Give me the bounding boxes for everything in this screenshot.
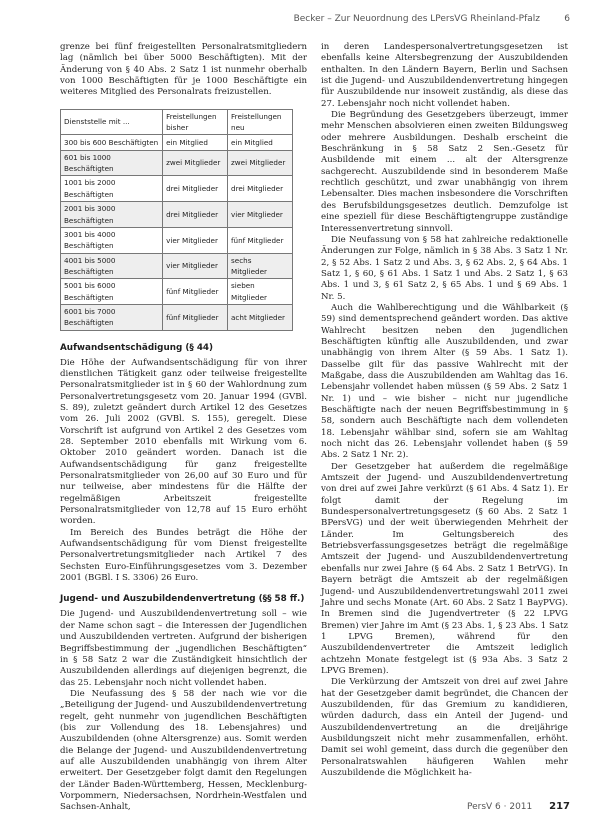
table-cell: 300 bis 600 Beschäftigten (61, 135, 163, 150)
table-row (61, 150, 293, 176)
table-cell: ein Mitglied (163, 135, 228, 150)
paragraph: Die Neufassung des § 58 der nach wie vor die „Beteiligung der Jugend- und Auszubildendenvertretung regelt, geht nunmehr von jugendlichen Beschäftigten (bis zur Vollendung des 18. Lebensjahres) und Auszubildenden (ohne Altersgrenze) aus. Somit werden die Belange der Jugend- und Auszubildendenvertretung auf alle Auszubildenden unabhängig von ihrem Alter erweitert. Der Gesetzgeber folgt damit den Regelungen der Länder Baden-Württemberg, Hessen, Mecklenburg-Vorpommern, Niedersachsen, Nordrhein-Westfalen und Sachsen-Anhalt, (60, 688, 307, 813)
table-header-cell: Freistellungen neu (228, 109, 293, 135)
page-marker: 6 (564, 14, 570, 24)
table-cell: vier Mitglieder (163, 227, 228, 253)
release-table (60, 109, 293, 331)
table-row (61, 202, 293, 228)
paragraph: Die Jugend- und Auszubildendenvertretung soll – wie der Name schon sagt – die Interessen der Jugendlichen und Auszubildenden vertreten. Aufgrund der bisherigen Begriffsbestimmung der „jugendlichen Beschäftigten“ in § 58 Satz 2 war die Zuständigkeit hinsichtlich der Auszubildenden allerdings auf diejenigen begrenzt, die das 25. Lebensjahr noch nicht vollendet haben. (60, 609, 307, 688)
page-number: 217 (549, 801, 570, 812)
table-cell: drei Mitglieder (163, 176, 228, 202)
paragraph: grenze bei fünf freigestellten Personalratsmitgliedern lag (nämlich bei über 5000 Beschäftigten). Mit der Änderung von § 40 Abs. 2 Satz 1 ist nunmehr oberhalb von 1000 Beschäftigten für je 1000 Beschäftigte ein weiteres Mitglied des Personalrats freizustellen. (60, 42, 307, 98)
table-cell: drei Mitglieder (228, 176, 293, 202)
paragraph: Auch die Wahlberechtigung und die Wählbarkeit (§ 59) sind dementsprechend geändert worden. Das aktive Wahlrecht besitzen neben den jugendlichen Beschäftigten künftig alle Auszubildenden, und zwar unabhängig von ihrem Alter (§ 59 Abs. 1 Satz 1). Dasselbe gilt für das passive Wahlrecht mit der Maßgabe, dass die Auszubildenden am Wahltag das 16. Lebensjahr vollendet haben müssen (§ 59 Abs. 2 Satz 1 Nr. 1) und – wie bisher – nicht nur jugendliche Beschäftigte nach der neuen Begriffsbestimmung in § 58, sondern auch Beschäftigte nach dem vollendeten 18. Lebensjahr wählbar sind, sofern sie am Wahltag noch nicht das 26. Lebensjahr vollendet haben (§ 59 Abs. 2 Satz 1 Nr. 2). (321, 302, 568, 461)
table-cell: 5001 bis 6000 Beschäftigten (61, 279, 163, 305)
table-cell: sieben Mitglieder (228, 279, 293, 305)
paragraph: Die Neufassung von § 58 hat zahlreiche redaktionelle Änderungen zur Folge, nämlich in § 38 Abs. 3 Satz 1 Nr. 2, § 52 Abs. 1 Satz 2 und Abs. 3, § 62 Abs. 2, § 64 Abs. 1 Satz 1, § 60, § 61 Abs. 1 Satz 1 und Abs. 2 Satz 1, § 63 Abs. 1 und 3, § 61 Satz 2, § 65 Abs. 1 und § 69 Abs. 1 Nr. 5. (321, 234, 568, 302)
paragraph: Die Verkürzung der Amtszeit von drei auf zwei Jahre hat der Gesetzgeber damit begründet, die Chancen der Auszubildenden, für das Gremium zu kandidieren, würden dadurch, dass ein Anteil der Jugend- und Auszubildendenvertretung an die dreijährige Ausbildungszeit nicht mehr zusammenfallen, erhöht. Damit sei wohl gemeint, dass durch die gegenüber den Personalratswahlen häufigeren Wahlen mehr Auszubildende die Möglichkeit ha- (321, 677, 568, 778)
table-row (61, 135, 293, 150)
section-heading: Jugend- und Auszubildendenvertretung (§§ 58 ff.) (60, 594, 305, 605)
table-cell: acht Mitglieder (228, 304, 293, 330)
table-header-cell: Freistellungen bisher (163, 109, 228, 135)
left-column (60, 42, 307, 814)
table-cell: sechs Mitglieder (228, 253, 293, 279)
table-cell: zwei Mitglieder (163, 150, 228, 176)
table-cell: vier Mitglieder (228, 202, 293, 228)
table-cell: ein Mitglied (228, 135, 293, 150)
table-cell: 6001 bis 7000 Beschäftigten (61, 304, 163, 330)
table-cell: fünf Mitglieder (163, 279, 228, 305)
running-header (60, 14, 570, 28)
table-row (61, 253, 293, 279)
page-footer (467, 801, 570, 812)
paragraph: in deren Landespersonalvertretungsgesetzen ist ebenfalls keine Altersbegrenzung der Auszubildenden enthalten. In den Ländern Bayern, Berlin und Sachsen ist die Jugend- und Auszubildendenvertretung hingegen für Auszubildende nur insoweit zuständig, als diese das 27. Lebensjahr noch nicht vollendet haben. (321, 42, 568, 109)
table-cell: 2001 bis 3000 Beschäftigten (61, 202, 163, 228)
right-column (321, 42, 568, 779)
journal-reference: PersV 6 · 2011 (466, 802, 533, 812)
paragraph: Im Bereich des Bundes beträgt die Höhe der Aufwandsentschädigung für vom Dienst freigestellte Personalvertretungsmitglieder nach Artikel 7 des Sechsten Euro-Einführungsgesetzes vom 3. Dezember 2001 (BGBl. I S. 3306) 26 Euro. (60, 527, 307, 584)
table-row (61, 304, 293, 330)
paragraph: Der Gesetzgeber hat außerdem die regelmäßige Amtszeit der Jugend- und Auszubildendenvertretung von drei auf zwei Jahre verkürzt (§ 61 Abs. 4 Satz 1). Er folgt damit der Regelung im Bundespersonalvertretungsgesetz (§ 60 Abs. 2 Satz 1 BPersVG) und der weit überwiegenden Mehrheit der Länder. Im Geltungsbereich des Betriebsverfassungsgesetzes beträgt die regelmäßige Amtszeit der Jugend- und Auszubildendenvertretung ebenfalls nur zwei Jahre (§ 64 Abs. 2 Satz 1 BetrVG). In Bayern beträgt die Amtszeit ab der regelmäßigen Jugend- und Auszubildendenvertretungswahl 2011 zwei Jahre und sechs Monate (Art. 60 Abs. 2 Satz 1 BayPVG). In Bremen sind die Jugendvertreter (§ 22 LPVG Bremen) vier Jahre im Amt (§ 23 Abs. 1, § 23 Abs. 1 Satz 1 LPVG Bremen), während für den Auszubildendenvertreter die Amtszeit lediglich achtzehn Monate festgelegt ist (§ 93a Abs. 3 Satz 2 LPVG Bremen). (321, 461, 568, 676)
table-cell: vier Mitglieder (163, 253, 228, 279)
table-row (61, 279, 293, 305)
table-cell: 601 bis 1000 Beschäftigten (61, 150, 163, 176)
table-cell: drei Mitglieder (163, 202, 228, 228)
table-cell: zwei Mitglieder (228, 150, 293, 176)
table-row (61, 227, 293, 253)
table-cell: 1001 bis 2000 Beschäftigten (61, 176, 163, 202)
paragraph: Die Höhe der Aufwandsentschädigung für von ihrer dienstlichen Tätigkeit ganz oder teilweise freigestellte Personalratsmitglieder ist in § 60 der Wahlordnung zum Personalvertretungsgesetz vom 20. Januar 1994 (GVBl. S. 89), zuletzt geändert durch Artikel 12 des Gesetzes vom 26. Juli 2002 (GVBl. S. 155), geregelt. Diese Vorschrift ist aufgrund von Artikel 2 des Gesetzes vom 28. September 2010 ebenfalls mit Wirkung vom 6. Oktober 2010 geändert worden. Danach ist die Aufwandsentschädigung für ganz freigestellte Personalratsmitglieder von 26,00 auf 30 Euro und für nur teilweise, aber mindestens für die Hälfte der regelmäßigen Arbeitszeit freigestellte Personalratsmitglieder von 12,78 auf 15 Euro erhöht worden. (60, 357, 307, 527)
paragraph: Die Begründung des Gesetzgebers überzeugt, immer mehr Menschen absolvieren einen zweiten Bildungsweg oder mehrere Ausbildungen. Deshalb erscheint die Beschränkung in § 58 Satz 2 Sen.-Gesetz für Ausbildende mit einem ... alt der Altersgrenze sachgerecht. Auszubildende sind in besonderem Maße rechtlich geschützt, und zwar unabhängig von ihrem Lebensalter. Dies machen insbesondere die Vorschriften des Berufsbildungsgesetzes deutlich. Demzufolge ist eine speziell für diese Beschäftigtengruppe zuständige Interessenvertretung sinnvoll. (321, 110, 568, 234)
table-cell: 3001 bis 4000 Beschäftigten (61, 227, 163, 253)
table-cell: fünf Mitglieder (228, 227, 293, 253)
table-cell: fünf Mitglieder (163, 304, 228, 330)
table-header-row (61, 109, 293, 135)
table-header-cell: Dienststelle mit ... (61, 109, 163, 135)
table-row (61, 176, 293, 202)
section-heading: Aufwandsentschädigung (§ 44) (60, 342, 214, 353)
table-cell: 4001 bis 5000 Beschäftigten (61, 253, 163, 279)
running-title: Becker – Zur Neuordnung des LPersVG Rheinland-Pfalz (293, 14, 540, 24)
